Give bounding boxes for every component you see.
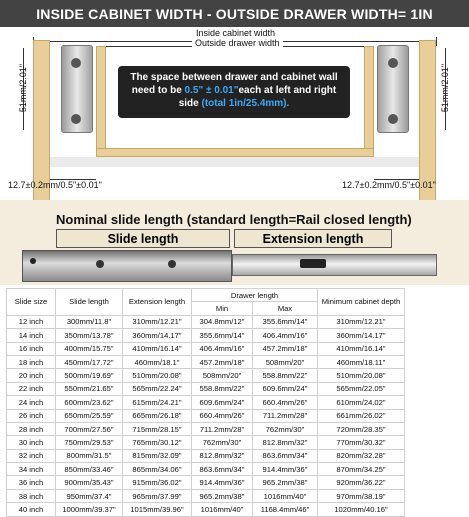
- table-cell: 711.2mm/28": [253, 409, 318, 422]
- table-header-row: [7, 289, 405, 302]
- table-cell: 20 inch: [7, 369, 56, 382]
- col-drawer-length: Drawer length: [192, 289, 318, 302]
- extension-length-box: Extension length: [234, 229, 392, 248]
- table-cell: 765mm/30.12": [123, 436, 192, 449]
- left-clearance-label: 12.7±0.2mm/0.5"±0.01": [8, 180, 102, 190]
- table-cell: 610mm/24.02": [318, 396, 405, 409]
- table-cell: 965mm/37.99": [123, 489, 192, 502]
- right-cabinet-wall: [419, 40, 436, 202]
- col-extension-length: Extension length: [123, 289, 192, 316]
- col-slide-length: Slide length: [56, 289, 123, 316]
- table-cell: 711.2mm/28": [192, 422, 253, 435]
- table-cell: 558.8mm/22": [192, 382, 253, 395]
- left-cabinet-wall: [33, 40, 50, 202]
- table-cell: 18 inch: [7, 355, 56, 368]
- table-row: [7, 396, 405, 409]
- outside-drawer-width-label: Outside drawer width: [192, 38, 283, 48]
- table-cell: 600mm/23.62": [56, 396, 123, 409]
- table-cell: 920mm/36.22": [318, 476, 405, 489]
- right-clearance-label: 12.7±0.2mm/0.5"±0.01": [342, 180, 436, 190]
- table-cell: 300mm/11.8": [56, 315, 123, 328]
- callout-line-2: [126, 84, 342, 97]
- rail-hole: [168, 260, 176, 268]
- table-row: [7, 503, 405, 516]
- callout-highlight: 0.5" ± 0.01": [184, 85, 239, 96]
- callout-line-1: The space between drawer and cabinet wall: [130, 72, 338, 83]
- table-cell: 609.6mm/24": [253, 382, 318, 395]
- table-cell: 1015mm/39.96": [123, 503, 192, 516]
- table-cell: 950mm/37.4": [56, 489, 123, 502]
- table-cell: 457.2mm/18": [192, 355, 253, 368]
- table-cell: 28 inch: [7, 422, 56, 435]
- table-cell: 360mm/14.17": [318, 329, 405, 342]
- table-row: [7, 369, 405, 382]
- right-drawer-side: [364, 46, 374, 154]
- left-slide-screw-top: [71, 58, 81, 68]
- table-cell: 700mm/27.56": [56, 422, 123, 435]
- table-cell: 661mm/26.02": [318, 409, 405, 422]
- table-cell: 38 inch: [7, 489, 56, 502]
- table-cell: 850mm/33.46": [56, 463, 123, 476]
- table-cell: 34 inch: [7, 463, 56, 476]
- table-cell: 508mm/20": [192, 369, 253, 382]
- table-cell: 965.2mm/38": [192, 489, 253, 502]
- left-drawer-side: [96, 46, 106, 154]
- table-cell: 406.4mm/16": [253, 329, 318, 342]
- page-title: INSIDE CABINET WIDTH - OUTSIDE DRAWER WIDTH= 1IN: [0, 0, 469, 27]
- table-cell: 400mm/15.75": [56, 342, 123, 355]
- table-row: [7, 436, 405, 449]
- callout-highlight: (total 1in/25.4mm).: [201, 98, 290, 109]
- table-cell: 660.4mm/26": [253, 396, 318, 409]
- inside-tick-right: [436, 37, 437, 46]
- table-cell: 360mm/14.17": [123, 329, 192, 342]
- table-cell: 36 inch: [7, 476, 56, 489]
- table-cell: 762mm/30": [253, 422, 318, 435]
- col-drawer-max: Max: [253, 302, 318, 315]
- table-cell: 915mm/36.02": [123, 476, 192, 489]
- table-cell: 1016mm/40": [192, 503, 253, 516]
- col-slide-size: Slide size: [7, 289, 56, 316]
- table-cell: 457.2mm/18": [253, 342, 318, 355]
- table-cell: 715mm/28.15": [123, 422, 192, 435]
- table-cell: 304.8mm/12": [192, 315, 253, 328]
- table-cell: 609.6mm/24": [192, 396, 253, 409]
- table-cell: 550mm/21.65": [56, 382, 123, 395]
- table-cell: 30 inch: [7, 436, 56, 449]
- table-cell: 965.2mm/38": [253, 476, 318, 489]
- table-cell: 812.8mm/32": [253, 436, 318, 449]
- rail-release-lever: [300, 259, 326, 268]
- table-cell: 22 inch: [7, 382, 56, 395]
- right-slide-screw-top: [388, 58, 398, 68]
- table-cell: 24 inch: [7, 396, 56, 409]
- table-row: [7, 409, 405, 422]
- col-drawer-min: Min: [192, 302, 253, 315]
- table-cell: 510mm/20.08": [318, 369, 405, 382]
- slide-length-box: Slide length: [56, 229, 230, 248]
- table-row: [7, 329, 405, 342]
- table-cell: 815mm/32.09": [123, 449, 192, 462]
- table-cell: 650mm/25.59": [56, 409, 123, 422]
- table-cell: 1168.4mm/46": [253, 503, 318, 516]
- table-cell: 406.4mm/16": [192, 342, 253, 355]
- table-cell: 1020mm/40.16": [318, 503, 405, 516]
- cabinet-floor-shadow: [50, 157, 419, 167]
- table-cell: 812.8mm/32": [192, 449, 253, 462]
- table-cell: 310mm/12.21": [123, 315, 192, 328]
- table-cell: 350mm/13.78": [56, 329, 123, 342]
- table-row: [7, 489, 405, 502]
- table-cell: 500mm/19.69": [56, 369, 123, 382]
- table-row: [7, 315, 405, 328]
- table-row: [7, 463, 405, 476]
- table-cell: 32 inch: [7, 449, 56, 462]
- table-cell: 460mm/18.11": [318, 355, 405, 368]
- table-cell: 12 inch: [7, 315, 56, 328]
- table-row: [7, 342, 405, 355]
- table-cell: 355.6mm/14": [192, 329, 253, 342]
- table-row: [7, 476, 405, 489]
- callout-text: need to be: [131, 85, 185, 96]
- rail-hole: [96, 260, 104, 268]
- table-cell: 820mm/32.28": [318, 449, 405, 462]
- table-cell: 865mm/34.06": [123, 463, 192, 476]
- table-cell: 16 inch: [7, 342, 56, 355]
- table-cell: 970mm/38.19": [318, 489, 405, 502]
- right-slide-screw-bottom: [388, 114, 398, 124]
- clearance-callout: [118, 66, 350, 118]
- table-row: [7, 382, 405, 395]
- table-cell: 870mm/34.25": [318, 463, 405, 476]
- table-cell: 355.6mm/14": [253, 315, 318, 328]
- table-cell: 1000mm/39.37": [56, 503, 123, 516]
- right-height-label: 51mm/2.01": [440, 63, 450, 113]
- table-cell: 1016mm/40": [253, 489, 318, 502]
- left-slide-screw-bottom: [71, 114, 81, 124]
- table-cell: 508mm/20": [253, 355, 318, 368]
- table-cell: 14 inch: [7, 329, 56, 342]
- table-cell: 558.8mm/22": [253, 369, 318, 382]
- inside-cabinet-width-label: Inside cabinet width: [193, 28, 278, 38]
- table-cell: 460mm/18.1": [123, 355, 192, 368]
- table-cell: 800mm/31.5": [56, 449, 123, 462]
- table-row: [7, 355, 405, 368]
- callout-text: side: [178, 98, 202, 109]
- table-row: [7, 422, 405, 435]
- table-cell: 40 inch: [7, 503, 56, 516]
- table-cell: 770mm/30.32": [318, 436, 405, 449]
- table-cell: 450mm/17.72": [56, 355, 123, 368]
- table-cell: 900mm/35.43": [56, 476, 123, 489]
- callout-text: each at left and right: [238, 85, 337, 96]
- nominal-slide-title: Nominal slide length (standard length=Rail closed length): [56, 212, 412, 227]
- col-min-cabinet-depth: Minimum cabinet depth: [318, 289, 405, 316]
- table-cell: 914.4mm/36": [192, 476, 253, 489]
- table-cell: 410mm/16.14": [318, 342, 405, 355]
- table-cell: 410mm/16.14": [123, 342, 192, 355]
- rail-closed-part: [22, 250, 232, 282]
- table-cell: 863.6mm/34": [192, 463, 253, 476]
- rail-extension-part: [232, 254, 437, 276]
- table-cell: 510mm/20.08": [123, 369, 192, 382]
- left-height-label: 51mm/2.01": [18, 63, 28, 113]
- table-cell: 762mm/30": [192, 436, 253, 449]
- rail-hole: [30, 258, 36, 264]
- table-cell: 720mm/28.35": [318, 422, 405, 435]
- table-cell: 26 inch: [7, 409, 56, 422]
- table-row: [7, 449, 405, 462]
- table-cell: 565mm/22.05": [318, 382, 405, 395]
- table-cell: 615mm/24.21": [123, 396, 192, 409]
- slide-size-table: [6, 288, 405, 517]
- drawer-bottom: [96, 148, 374, 157]
- table-cell: 863.6mm/34": [253, 449, 318, 462]
- table-cell: 660.4mm/26": [192, 409, 253, 422]
- callout-line-3: [126, 97, 342, 110]
- table-cell: 914.4mm/36": [253, 463, 318, 476]
- table-cell: 665mm/26.18": [123, 409, 192, 422]
- table-cell: 310mm/12.21": [318, 315, 405, 328]
- table-cell: 565mm/22.24": [123, 382, 192, 395]
- table-cell: 750mm/29.53": [56, 436, 123, 449]
